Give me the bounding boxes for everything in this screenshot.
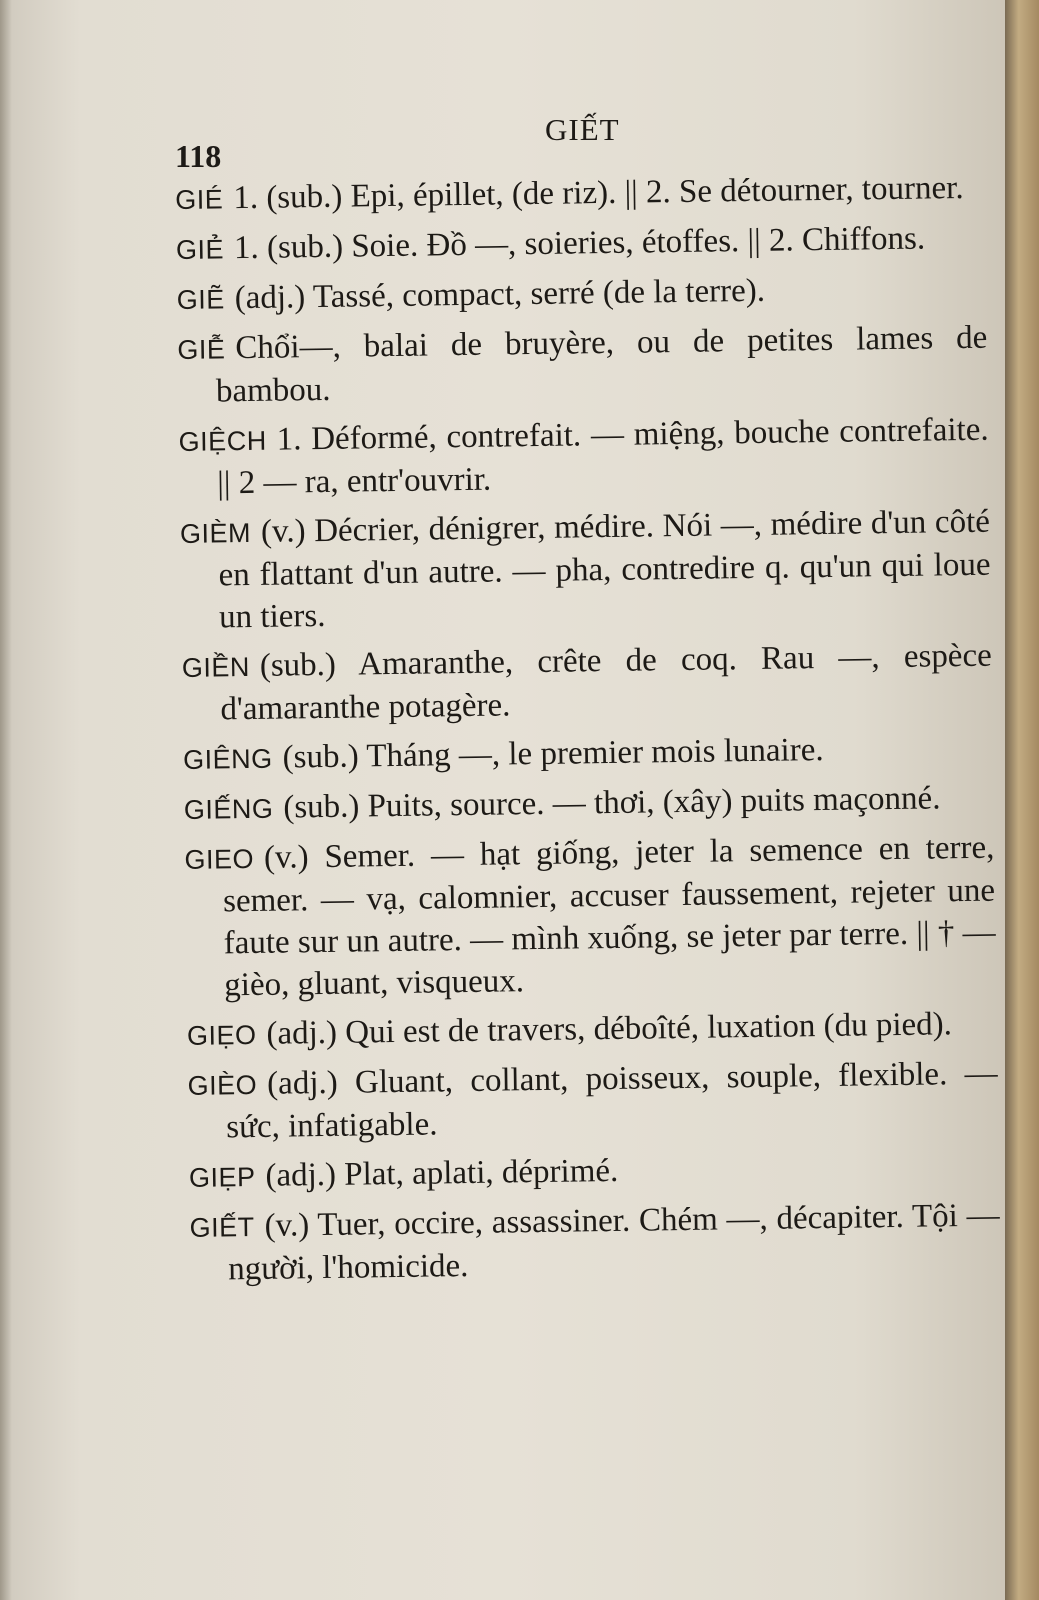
entry-text: (sub.) Puits, source. — thơi, (xây) puits maçonné.: [283, 780, 941, 826]
entry-headword: GIÊNG: [182, 743, 273, 775]
entry-text: (adj.) Plat, aplati, déprimé.: [265, 1152, 619, 1194]
dictionary-entry: [180, 501, 992, 639]
entry-text: 1. (sub.) Epi, épillet, (de riz). || 2. Se détourner, tourner.: [233, 169, 964, 217]
dictionary-entry: [184, 777, 995, 831]
entry-headword: GIẸO: [186, 1019, 257, 1051]
entry-headword: GIEO: [184, 843, 255, 875]
entry-headword: GIẾNG: [183, 793, 274, 825]
entry-text: (adj.) Qui est de travers, déboîté, luxation (du pied).: [266, 1006, 953, 1052]
entry-text: Chổi—, balai de bruyère, ou de petites lames de bambou.: [215, 319, 988, 410]
entry-headword: GIẾT: [189, 1211, 255, 1243]
page-number: 118: [175, 138, 222, 174]
entry-text: (adj.) Tassé, compact, serré (de la terre).: [234, 272, 766, 317]
dictionary-entry: [177, 317, 988, 413]
entry-text: (sub.) Tháng —, le premier mois lunaire.: [282, 732, 824, 776]
entry-headword: GIẼ: [176, 284, 225, 315]
dictionary-entry: [187, 1053, 998, 1149]
entry-text: 1. (sub.) Soie. Đồ —, soieries, étoffes. || 2. Chiffons.: [233, 220, 926, 267]
dictionary-entry: [184, 827, 996, 1007]
entry-text: (adj.) Gluant, collant, poisseux, souple, flexible. — sức, infatigable.: [226, 1055, 998, 1146]
dictionary-entry: [176, 267, 987, 321]
dictionary-entry: [183, 727, 994, 781]
entry-headword: GIỄ: [177, 334, 226, 365]
entry-headword: GIẸP: [188, 1161, 256, 1193]
dictionary-entry: [189, 1145, 1000, 1199]
dictionary-entry: [189, 1195, 1000, 1291]
page-shadow: [0, 0, 12, 1600]
entry-text: (sub.) Amaranthe, crête de coq. Rau —, espèce d'amaranthe potagère.: [220, 637, 992, 728]
dictionary-entry: [182, 635, 993, 731]
dictionary-entry: [178, 409, 989, 505]
running-head: GIẾT: [545, 112, 620, 147]
dictionary-entry: [176, 217, 987, 271]
entry-text: (v.) Semer. — hạt giống, jeter la semence en terre, semer. — vạ, calomnier, accuser faussement, rejeter une faute sur un autre. — mình xuống, se jeter par terre. || † — gièo, gluant, visqueux.: [222, 829, 996, 1004]
entry-text: (v.) Tuer, occire, assassiner. Chém —, décapiter. Tội — người, l'homicide.: [227, 1197, 1000, 1288]
entry-headword: GIẺ: [175, 234, 225, 265]
dictionary-entry: [175, 167, 986, 221]
entry-headword: GIÈM: [179, 517, 252, 549]
page-header: [175, 108, 975, 174]
entry-text: 1. Déformé, contrefait. — miệng, bouche contrefaite. || 2 — ra, entr'ouvrir.: [217, 411, 989, 502]
entry-text: (v.) Décrier, dénigrer, médire. Nói —, médire d'un côté en flattant d'un autre. — pha, contredire q. qu'un qui loue un tiers.: [218, 503, 991, 636]
dictionary-entry: [187, 1003, 998, 1057]
entry-headword: GIỆCH: [178, 425, 267, 457]
entry-headword: GIÉ: [175, 184, 224, 215]
page-edges: [1005, 0, 1039, 1600]
dictionary-entries: [175, 167, 1001, 1298]
entry-headword: GIỀN: [181, 652, 251, 683]
entry-headword: GIÈO: [187, 1069, 258, 1101]
